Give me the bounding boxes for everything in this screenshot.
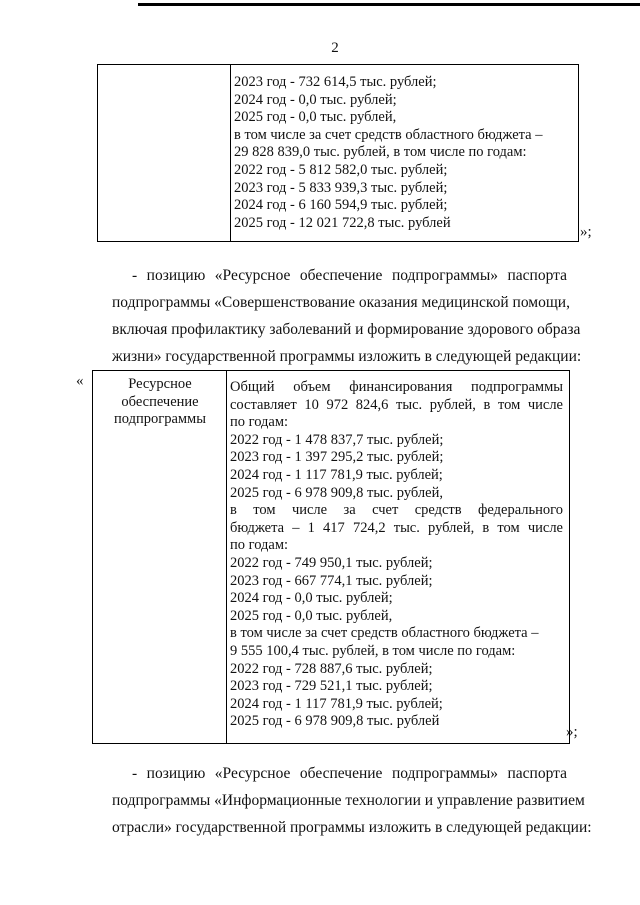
table-column-separator: [230, 65, 231, 241]
paragraph-line: подпрограммы «Совершенствование оказания медицинской помощи,: [112, 294, 570, 311]
table2-line: составляет 10 972 824,6 тыс. рублей, в том числе: [230, 396, 563, 413]
paragraph-line: - позицию «Ресурсное обеспечение подпрограммы» паспорта: [132, 765, 567, 782]
top-border-line: [138, 3, 640, 6]
table1-line: 2025 год - 12 021 722,8 тыс. рублей: [234, 214, 451, 231]
table2-line: 9 555 100,4 тыс. рублей, в том числе по годам:: [230, 642, 516, 659]
label-line: подпрограммы: [114, 411, 206, 428]
table2-funding-text: [230, 379, 563, 731]
instruction-paragraph-2: [112, 760, 592, 841]
table1-line: 2025 год - 0,0 тыс. рублей,: [234, 109, 397, 126]
table2-line: 2025 год - 0,0 тыс. рублей,: [230, 607, 393, 624]
instruction-paragraph-1: [112, 262, 582, 370]
paragraph-line: включая профилактику заболеваний и формирование здорового образа: [112, 321, 581, 338]
table2-line: в том числе за счет средств областного бюджета –: [230, 625, 539, 642]
paragraph-line: подпрограммы «Информационные технологии и управление развитием: [112, 792, 585, 809]
table2-line: бюджета – 1 417 724,2 тыс. рублей, в том числе: [230, 519, 563, 536]
table2-line: 2024 год - 1 117 781,9 тыс. рублей;: [230, 695, 443, 712]
table1-line: в том числе за счет средств областного бюджета –: [234, 126, 543, 143]
table2-line: по годам:: [230, 537, 289, 554]
table1-line: 2024 год - 0,0 тыс. рублей;: [234, 91, 397, 108]
table2-opening-quote: «: [76, 373, 84, 389]
table2-line: 2023 год - 1 397 295,2 тыс. рублей;: [230, 449, 444, 466]
paragraph-line: - позицию «Ресурсное обеспечение подпрограммы» паспорта: [132, 267, 567, 284]
page-number: 2: [331, 40, 339, 56]
label-line: обеспечение: [121, 393, 199, 410]
table2-line: в том числе за счет средств федерального: [230, 502, 563, 519]
table2-line: 2022 год - 1 478 837,7 тыс. рублей;: [230, 431, 444, 448]
table2-line: 2023 год - 667 774,1 тыс. рублей;: [230, 572, 433, 589]
table1-line: 2023 год - 5 833 939,3 тыс. рублей;: [234, 179, 448, 196]
table1-line: 2024 год - 6 160 594,9 тыс. рублей;: [234, 197, 448, 214]
table2-line: 2024 год - 1 117 781,9 тыс. рублей;: [230, 466, 443, 483]
table1-funding-text: [234, 74, 574, 232]
table2-line: 2023 год - 729 521,1 тыс. рублей;: [230, 678, 433, 695]
table2-line: 2024 год - 0,0 тыс. рублей;: [230, 590, 393, 607]
table1-line: 2022 год - 5 812 582,0 тыс. рублей;: [234, 161, 448, 178]
table2-line: по годам:: [230, 414, 289, 431]
paragraph-line: отрасли» государственной программы изложить в следующей редакции:: [112, 819, 592, 836]
table1-line: 2023 год - 732 614,5 тыс. рублей;: [234, 74, 437, 90]
table2-label-cell: [96, 376, 224, 429]
table2-line: 2025 год - 6 978 909,8 тыс. рублей,: [230, 484, 443, 501]
table2-closing-quote: »;: [566, 724, 578, 740]
table1-line: 29 828 839,0 тыс. рублей, в том числе по годам:: [234, 144, 527, 161]
label-line: Ресурсное: [128, 376, 192, 392]
table2-line: 2025 год - 6 978 909,8 тыс. рублей: [230, 713, 440, 730]
table2-line: 2022 год - 749 950,1 тыс. рублей;: [230, 554, 433, 571]
table-column-separator: [226, 371, 227, 743]
table2-line: 2022 год - 728 887,6 тыс. рублей;: [230, 660, 433, 677]
paragraph-line: жизни» государственной программы изложить в следующей редакции:: [112, 348, 582, 365]
table1-closing-quote: »;: [580, 224, 592, 240]
table2-line: Общий объем финансирования подпрограммы: [230, 379, 563, 395]
